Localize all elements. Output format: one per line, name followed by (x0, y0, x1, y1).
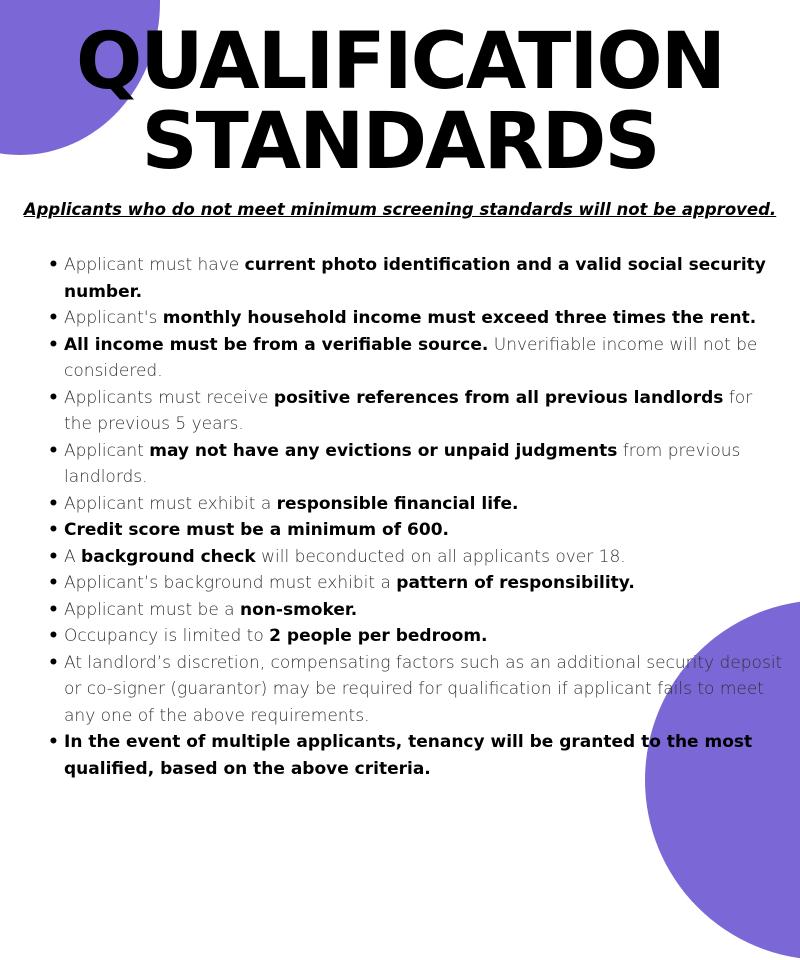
rule-item (64, 729, 784, 782)
rule-emphasis: responsible financial life. (276, 493, 519, 514)
rule-text: Applicant must exhibit a (64, 493, 277, 514)
rule-item (64, 438, 784, 491)
rule-emphasis: 2 people per bedroom. (269, 626, 488, 646)
rule-item (64, 570, 784, 597)
rule-item (64, 385, 784, 438)
rule-emphasis: monthly household income must exceed three times the rent. (162, 308, 757, 328)
rule-text: Occupancy is limited to (64, 626, 270, 646)
rule-emphasis: In the event of multiple applicants, tenancy will be granted to the most qualified, based on the above criteria. (64, 732, 753, 779)
rule-emphasis: positive references from all previous landlords (273, 387, 724, 408)
rule-emphasis: background check (81, 546, 256, 567)
rule-emphasis: pattern of responsibility. (396, 573, 635, 593)
rule-item (64, 517, 784, 544)
rule-text: Applicant must have (64, 255, 245, 275)
rule-emphasis: may not have any evictions or unpaid judgments (149, 440, 618, 461)
rule-text: Applicant's (64, 308, 163, 328)
rule-text: for the previous 5 years. (64, 387, 753, 434)
rule-text: Applicants must receive (64, 387, 274, 408)
rule-text: Applicant must be a (64, 599, 241, 620)
rule-emphasis: All income must be from a verifiable source. (64, 334, 489, 355)
title-line-1: QUALIFICATION (75, 17, 724, 107)
rules-list (48, 252, 784, 782)
rule-emphasis: current photo identification and a valid social security number. (64, 255, 766, 302)
rule-text: Applicant (64, 440, 150, 461)
rule-item (64, 332, 784, 385)
rule-emphasis: Credit score must be a minimum of 600. (64, 520, 449, 540)
rule-text: At landlord’s discretion, compensating factors such as an additional security deposit or co-signer (guarantor) may be required for qualification if applicant fails to meet any one of the above requirements. (64, 652, 783, 726)
rule-item (64, 491, 784, 518)
rule-text: Unverifiable income will not be considered. (64, 334, 758, 381)
page-title (0, 17, 800, 187)
rule-item (64, 252, 784, 305)
rule-text: Applicant’s background must exhibit a (64, 573, 397, 593)
subtitle-notice: Applicants who do not meet minimum screening standards will not be approved. (23, 200, 777, 219)
rule-item (64, 544, 784, 571)
rule-text: from previous landlords. (64, 440, 741, 487)
title-line-2: STANDARDS (141, 97, 659, 187)
rule-emphasis: non-smoker. (240, 599, 358, 620)
rule-item (64, 305, 784, 332)
rule-text: A (64, 546, 82, 567)
rule-item (64, 650, 784, 730)
rule-item (64, 597, 784, 624)
rule-item (64, 623, 784, 650)
rule-text: will beconducted on all applicants over 18. (255, 546, 626, 567)
